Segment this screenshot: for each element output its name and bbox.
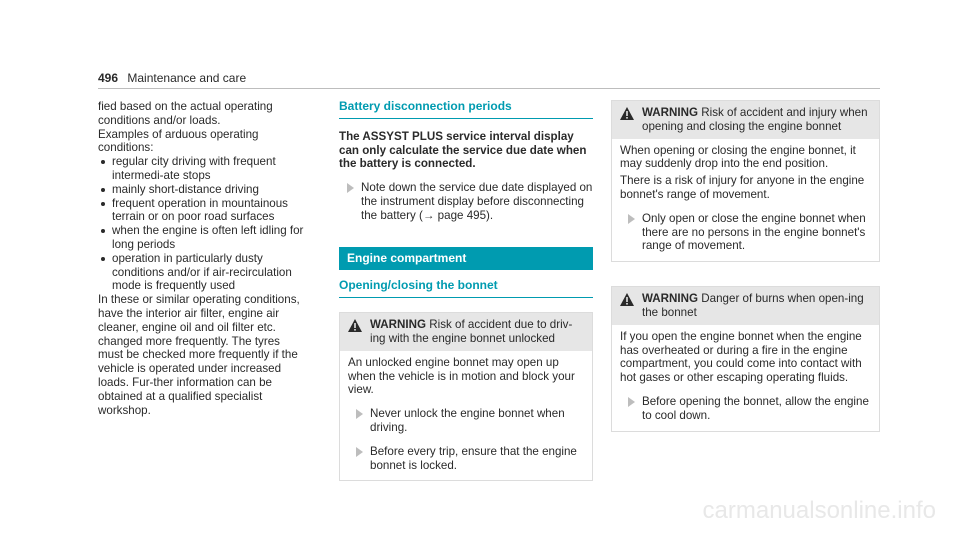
header-divider	[98, 88, 880, 89]
warning-box	[339, 312, 593, 481]
list-item: frequent operation in mountainous terrain or on poor road surfaces	[98, 197, 304, 225]
heading-rule	[339, 118, 593, 119]
engine-compartment-bar: Engine compartment	[339, 247, 593, 271]
warning-step	[348, 407, 584, 435]
column-2	[339, 100, 593, 481]
warning-step	[620, 395, 871, 423]
watermark: carmanualsonline.info	[702, 497, 936, 524]
warning-step	[348, 445, 584, 473]
warning-text: An unlocked engine bonnet may open up when the vehicle is in motion and block your view.	[348, 355, 575, 397]
intro-text: fied based on the actual operating conditions and/or loads.	[98, 100, 273, 127]
step-text: Before opening the bonnet, allow the engine to cool down.	[642, 394, 869, 422]
warning-body	[612, 139, 879, 262]
bonnet-heading: Opening/closing the bonnet	[339, 278, 498, 293]
warning-label: WARNING	[370, 318, 427, 332]
list-item: operation in particularly dusty conditions and/or if air-recirculation mode is frequently used	[98, 252, 304, 293]
warning-icon	[620, 293, 634, 306]
step-arrow-icon	[628, 214, 635, 224]
column-3	[611, 100, 880, 432]
warning-text: If you open the engine bonnet when the engine has overheated or during a fire in the engine compartment, you could come into contact with hot gases or other escaping operating fluids.	[620, 329, 862, 385]
warning-icon	[620, 107, 634, 120]
step-text: Never unlock the engine bonnet when driving.	[370, 407, 565, 434]
step-arrow-icon	[347, 183, 354, 193]
step-arrow-icon	[356, 447, 363, 457]
warning-label: WARNING	[642, 292, 699, 306]
warning-body	[612, 325, 879, 431]
page-number: 496	[98, 71, 119, 85]
warning-title: Danger of burns when open-ing the bonnet	[642, 292, 864, 319]
page-header	[98, 71, 246, 85]
warning-header	[340, 313, 592, 351]
list-item: mainly short-distance driving	[98, 183, 304, 197]
section-title: Maintenance and care	[127, 71, 247, 85]
heading-rule	[339, 297, 593, 298]
warning-title: Risk of accident due to driv-ing with the engine bonnet unlocked	[370, 318, 573, 345]
step-arrow-icon	[628, 397, 635, 407]
warning-box	[611, 286, 880, 431]
step-arrow-icon	[356, 409, 363, 419]
warning-label: WARNING	[642, 106, 699, 119]
warning-icon	[348, 319, 362, 332]
warning-title: Risk of accident and injury when opening and closing the engine bonnet	[642, 106, 868, 133]
examples-list	[98, 155, 304, 293]
list-item: when the engine is often left idling for long periods	[98, 224, 304, 252]
battery-note: The ASSYST PLUS service interval display can only calculate the service due date when the battery is connected.	[339, 129, 587, 171]
warning-text: When opening or closing the engine bonnet, it may suddenly drop into the end position.	[620, 143, 856, 171]
battery-step	[339, 181, 593, 222]
step-text: Note down the service due date displayed on the instrument display before disconnecting the battery (→ page 495).	[361, 181, 593, 222]
battery-heading: Battery disconnection periods	[339, 99, 512, 113]
step-text: Only open or close the engine bonnet when there are no persons in the engine bonnet's range of movement.	[642, 211, 866, 253]
step-text: Before every trip, ensure that the engine bonnet is locked.	[370, 444, 577, 472]
warning-header	[612, 287, 879, 325]
warning-header	[612, 101, 879, 139]
warning-box	[611, 100, 880, 262]
warning-step	[620, 212, 871, 253]
warning-text: There is a risk of injury for anyone in the engine bonnet's range of movement.	[620, 174, 865, 201]
examples-heading: Examples of arduous operating conditions:	[98, 127, 259, 155]
column-1	[98, 100, 304, 417]
warning-body	[340, 351, 592, 481]
outro-text: In these or similar operating conditions, have the interior air filter, engine air cleaner, engine oil and oil filter etc. changed more frequently. The tyres must be checked more frequently if the vehicle is operated under increased loads. Fur-ther information can be obtained at a qualified specialist workshop.	[98, 293, 300, 417]
list-item: regular city driving with frequent intermedi-ate stops	[98, 155, 304, 183]
